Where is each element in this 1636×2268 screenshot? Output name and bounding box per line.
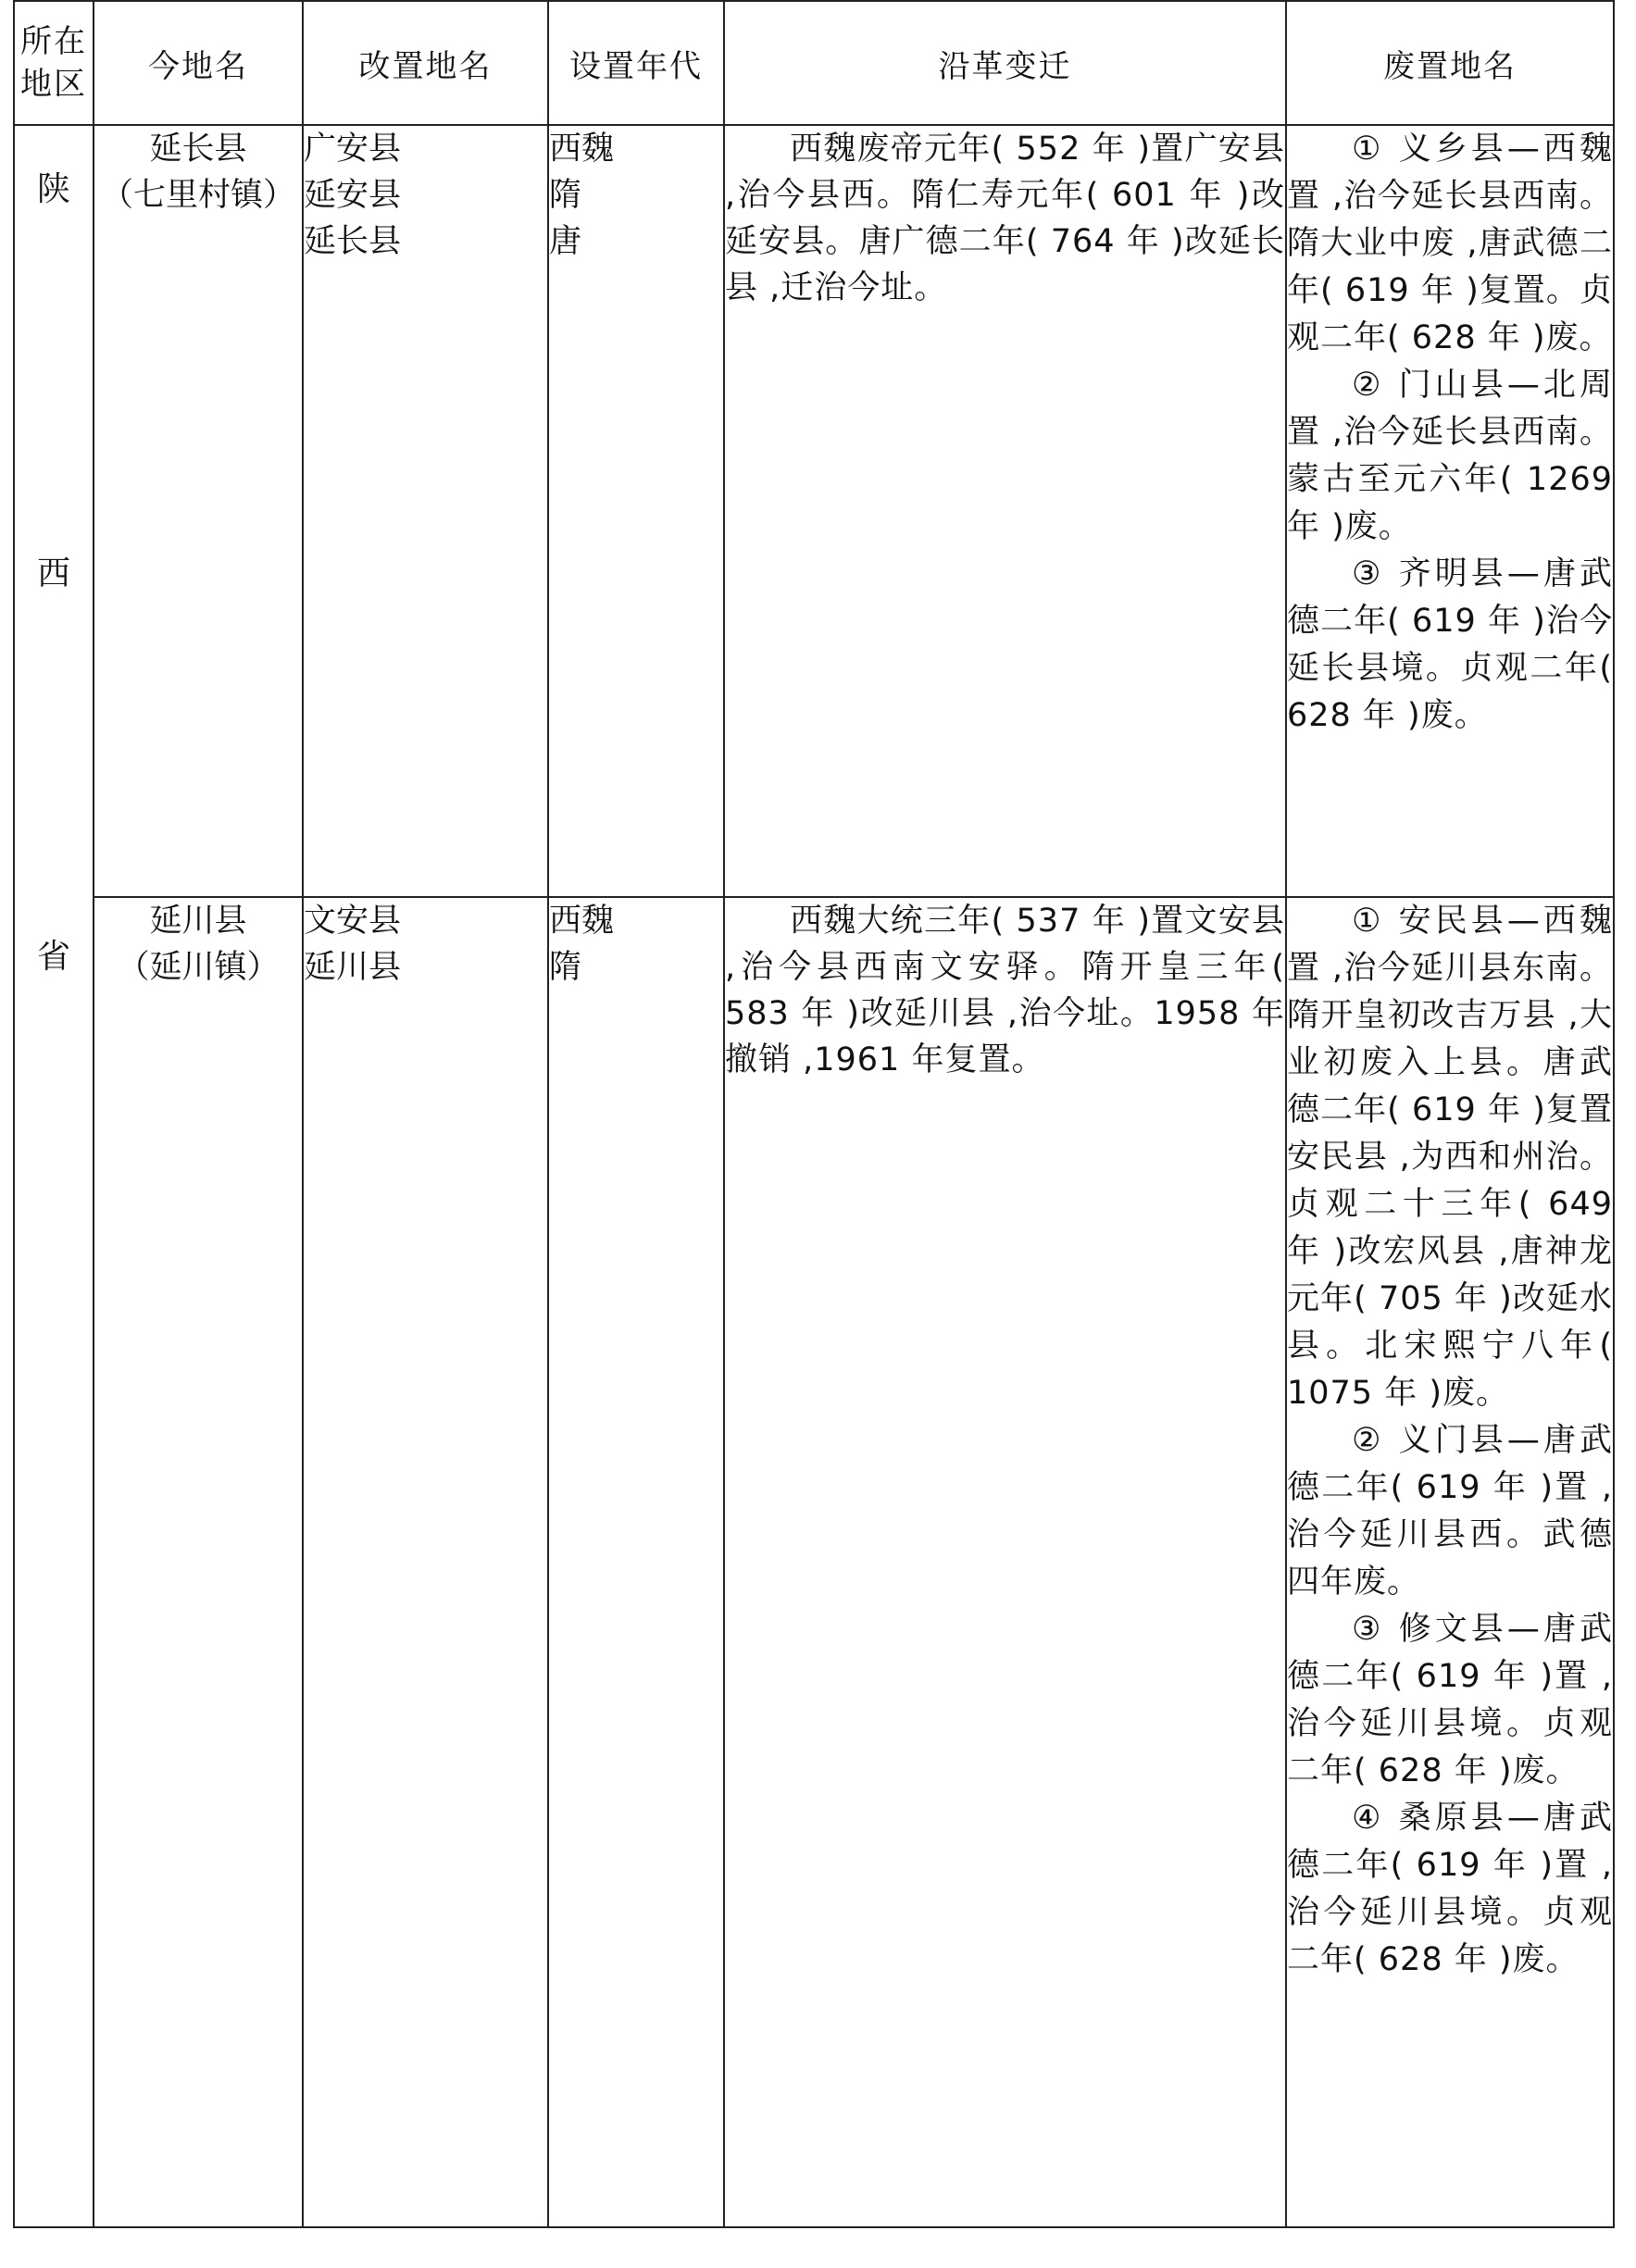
era-name: 隋 xyxy=(549,949,582,986)
gazetteer-table xyxy=(13,0,1615,2228)
renamed-cell xyxy=(303,125,548,897)
header-history: 沿革变迁 xyxy=(724,1,1286,125)
modern-name: 延长县 xyxy=(149,131,247,168)
renamed-name: 文安县 xyxy=(304,903,402,940)
abolished-entry: ③ 齐明县—唐武德二年( 619 年 )治今延长县境。贞观二年( 628 年 )废。 xyxy=(1287,555,1613,734)
header-renamed: 改置地名 xyxy=(303,1,548,125)
region-char: 陕 xyxy=(36,170,70,208)
header-region xyxy=(14,1,94,125)
header-era: 设置年代 xyxy=(548,1,724,125)
renamed-cell xyxy=(303,897,548,2227)
abolished-cell xyxy=(1286,125,1614,897)
region-char: 省 xyxy=(36,938,70,976)
renamed-name: 延安县 xyxy=(304,177,402,214)
header-region-line1: 所在 xyxy=(20,23,87,60)
era-name: 唐 xyxy=(549,223,582,260)
renamed-name: 广安县 xyxy=(304,131,402,168)
history-cell xyxy=(724,125,1286,897)
modern-name-cell xyxy=(94,897,303,2227)
era-name: 西魏 xyxy=(549,903,615,940)
region-cell xyxy=(14,125,94,2227)
era-name: 西魏 xyxy=(549,131,615,168)
history-text: 西魏大统三年( 537 年 )置文安县 ,治今县西南文安驿。隋开皇三年( 583 年 )改延川县 ,治今址。1958 年撤销 ,1961 年复置。 xyxy=(725,903,1285,1078)
header-modern-name: 今地名 xyxy=(94,1,303,125)
renamed-name: 延长县 xyxy=(304,223,402,260)
modern-name-cell xyxy=(94,125,303,897)
era-cell xyxy=(548,897,724,2227)
abolished-entry: ② 门山县—北周置 ,治今延长县西南。蒙古至元六年( 1269 年 )废。 xyxy=(1287,367,1613,545)
abolished-entry: ② 义门县—唐武德二年( 619 年 )置 ,治今延川县西。武德四年废。 xyxy=(1287,1422,1613,1601)
header-row xyxy=(14,1,1614,125)
abolished-entry: ③ 修文县—唐武德二年( 619 年 )置 ,治今延川县境。贞观二年( 628 年 )废。 xyxy=(1287,1611,1613,1789)
header-abolished: 废置地名 xyxy=(1286,1,1614,125)
table-row xyxy=(14,125,1614,897)
history-cell xyxy=(724,897,1286,2227)
modern-seat: （延川镇） xyxy=(117,949,280,986)
header-region-line2: 地区 xyxy=(20,66,87,103)
table-row xyxy=(14,897,1614,2227)
abolished-entry: ① 安民县—西魏置 ,治今延川县东南。隋开皇初改吉万县 ,大业初废入上县。唐武德二年( 619 年 )复置安民县 ,为西和州治。贞观二十三年( 649 年 )改宏风县 ,唐神龙元年( 705 年 )改延水县。北宋熙宁八年( 1075 年 )废。 xyxy=(1287,903,1613,1412)
modern-seat: （七里村镇） xyxy=(100,177,295,214)
modern-name: 延川县 xyxy=(149,903,247,940)
era-cell xyxy=(548,125,724,897)
history-text: 西魏废帝元年( 552 年 )置广安县 ,治今县西。隋仁寿元年( 601 年 )改延安县。唐广德二年( 764 年 )改延长县 ,迁治今址。 xyxy=(725,131,1285,306)
abolished-entry: ④ 桑原县—唐武德二年( 619 年 )置 ,治今延川县境。贞观二年( 628 年 )废。 xyxy=(1287,1800,1613,1978)
abolished-entry: ① 义乡县—西魏置 ,治今延长县西南。隋大业中废 ,唐武德二年( 619 年 )复置。贞观二年( 628 年 )废。 xyxy=(1287,131,1613,356)
era-name: 隋 xyxy=(549,177,582,214)
renamed-name: 延川县 xyxy=(304,949,402,986)
region-char: 西 xyxy=(36,554,70,592)
abolished-cell xyxy=(1286,897,1614,2227)
